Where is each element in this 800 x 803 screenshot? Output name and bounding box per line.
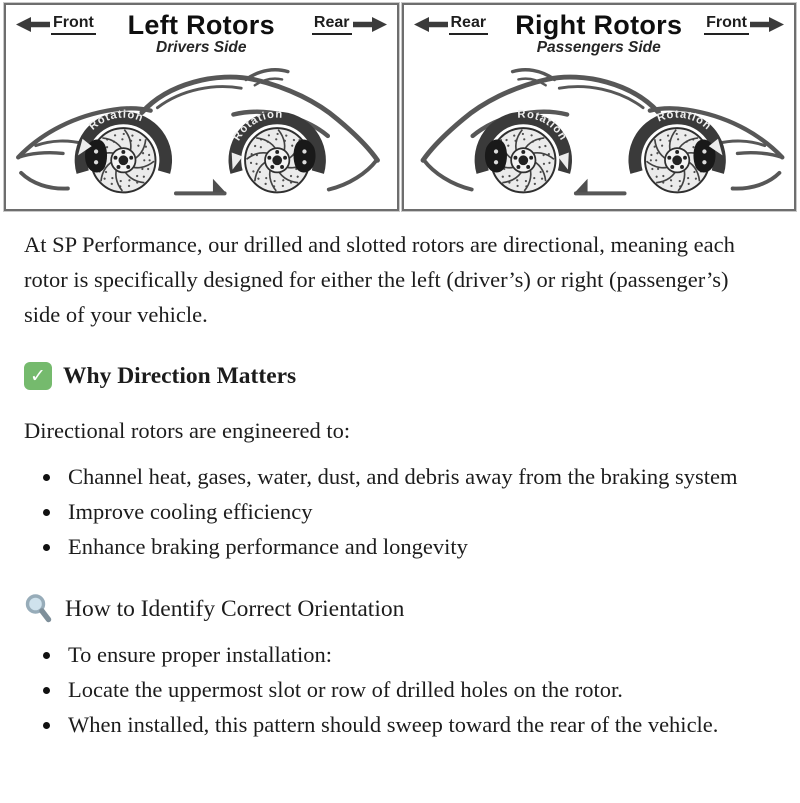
list-item: • Channel heat, gases, water, dust, and debris away from the braking system (63, 459, 766, 494)
car-silhouette-left (6, 59, 397, 207)
diagram-panel-right (402, 3, 797, 211)
panel-header (404, 5, 795, 61)
right-arrow-icon (750, 17, 784, 32)
diagram-panel-left (4, 3, 399, 211)
car-silhouette-right (404, 59, 795, 207)
left-arrow-icon (16, 17, 50, 32)
article (0, 211, 800, 742)
list-item: • Enhance braking performance and longevity (63, 529, 766, 564)
magnifying-glass-emoji (24, 593, 54, 624)
direction-label: Rear (449, 14, 489, 35)
left-arrow-icon (414, 17, 448, 32)
lead-text: Directional rotors are engineered to: (24, 418, 351, 443)
panel-subtitle: Passengers Side (536, 39, 661, 56)
direction-label: Front (51, 14, 96, 35)
intro-paragraph: At SP Performance, our drilled and slotted rotors are directional, meaning each rotor is specifically designed for either the left (driver’s) or right (passenger’s) side of your vehicle. (24, 232, 735, 327)
svg-text:Rotation: Rotation (516, 108, 569, 143)
section-heading-why-direction-matters (24, 361, 766, 391)
svg-text:Rotation: Rotation (86, 108, 146, 133)
orientation-list (24, 637, 766, 742)
list-item: • Improve cooling efficiency (63, 494, 766, 529)
list-item: • Locate the uppermost slot or row of drilled holes on the rotor. (63, 672, 766, 707)
rear-direction-indicator (414, 14, 489, 35)
section-heading-identify-orientation (24, 593, 766, 624)
list-item: • To ensure proper installation: (63, 637, 766, 672)
panel-title: Left Rotors (127, 10, 275, 40)
svg-text:Rotation: Rotation (231, 108, 284, 143)
rear-direction-indicator (312, 14, 387, 35)
direction-label: Rear (312, 14, 352, 35)
front-direction-indicator (704, 14, 784, 35)
check-mark-emoji: ✓ (24, 362, 52, 390)
front-direction-indicator (16, 14, 96, 35)
panel-subtitle: Drivers Side (156, 39, 247, 56)
svg-text:Rotation: Rotation (654, 108, 714, 133)
heading-text: How to Identify Correct Orientation (65, 595, 405, 622)
list-item: • When installed, this pattern should sweep toward the rear of the vehicle. (63, 707, 766, 742)
direction-label: Front (704, 14, 749, 35)
panel-title: Right Rotors (515, 10, 683, 40)
right-arrow-icon (353, 17, 387, 32)
heading-text: Why Direction Matters (63, 363, 297, 389)
panel-header (6, 5, 397, 61)
benefits-list (24, 459, 766, 564)
rotor-direction-diagram (4, 3, 796, 211)
